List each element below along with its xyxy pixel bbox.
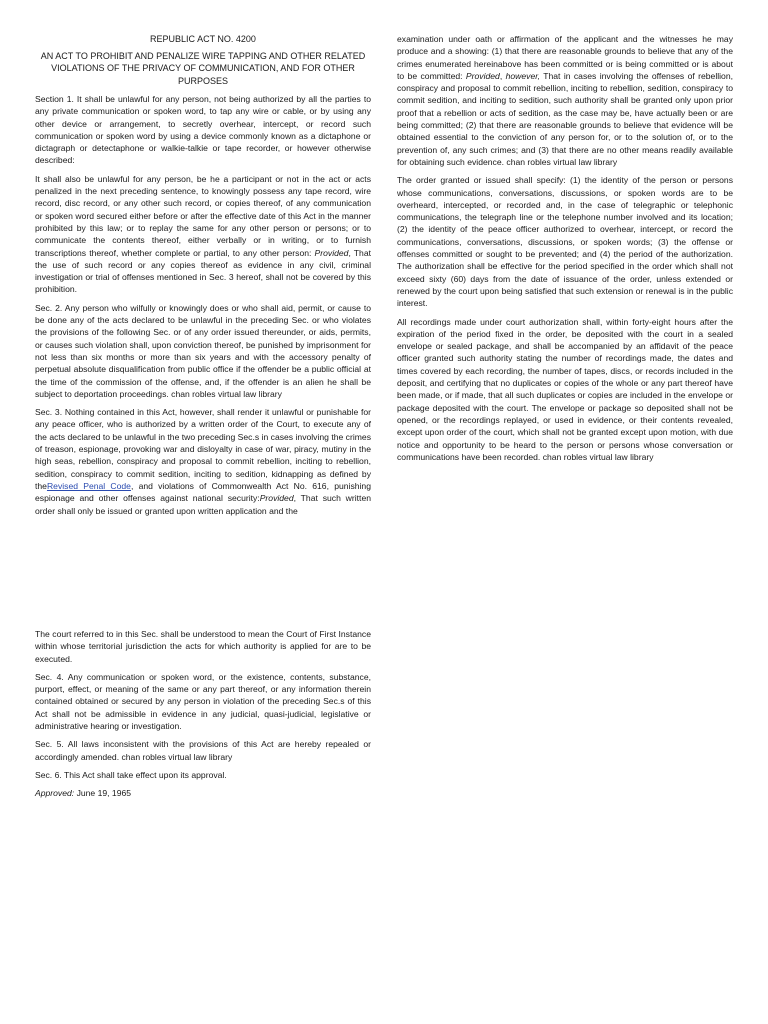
section-3-continued (397, 33, 733, 168)
provided-italic: Provided (465, 70, 500, 81)
text-run: , That such written order shall only be issued or granted upon written application and the (35, 493, 371, 516)
court-definition: The court referred to in this Sec. shall be understood to mean the Court of First Instance within whose territorial jurisdiction the acts for which authority is applied for are to be executed. (35, 629, 371, 664)
provided-italic: Provided (259, 493, 294, 504)
text-run: , (499, 70, 506, 81)
section-3 (35, 406, 371, 517)
provided-italic: Provided (314, 247, 349, 258)
approved-date: June 19, 1965 (74, 788, 132, 799)
section-4: Sec. 4. Any communication or spoken word, or the existence, contents, substance, purport, effect, or meaning of the same or any part thereof, or any information therein contained obtained or secured by any person in violation of the preceding Sec.s of this Act shall not be admissible in evidence in any judicial, quasi-judicial, legislative or administrative hearing or investigation. (35, 671, 371, 732)
text-run: examination under oath or affirmation of the applicant and the witnesses he may produce and a showing: (1) that there are reasonable grounds to believe that any of the crimes enumerated hereinabove has been committed or is being committed or is about to be committed: (397, 34, 733, 81)
recordings-paragraph: All recordings made under court authorization shall, within forty-eight hours after the expiration of the period fixed in the order, be deposited with the court in a sealed envelope or sealed package, and shall be accompanied by an affidavit of the peace officer granted such authority stating the number of recordings made, the dates and times covered by each recording, the number of tapes, discs, or records included in the deposit, and certifying that no duplicates or copies of the whole or any part thereof have been made, or if made, that all such duplicates or copies are included in the envelope or package deposited with the court. The envelope or package so deposited shall not be opened, or the recordings replayed, or used in evidence, or their contents revealed, except upon order of the court, which shall not be granted except upon motion, with due notice and opportunity to be heard to the person or persons whose conversation or communications have been recorded. chan robles virtual law library (397, 316, 733, 462)
section-5: Sec. 5. All laws inconsistent with the provisions of this Act are hereby repealed or accordingly amended. chan robles virtual law library (35, 739, 371, 762)
section-1-paragraph-1: Section 1. It shall be unlawful for any person, not being authorized by all the parties to any private communication or spoken word, to tap any wire or cable, or by using any other device or arrangement, to secretly overhear, intercept, or record such communication or spoken word by using a device commonly known as a dictaphone or dictagraph or detectaphone or walkie-talkie or tape recorder, or however otherwise described: (35, 94, 371, 166)
left-column (35, 33, 371, 523)
section-6: Sec. 6. This Act shall take effect upon its approval. (35, 769, 227, 780)
text-run: , That the use of such record or any copies thereof as evidence in any civil, criminal investigation or trial of offenses mentioned in Sec. 3 hereof, shall not be covered by this prohibition. (35, 247, 371, 295)
text-run: Sec. 3. Nothing contained in this Act, however, shall render it unlawful or punishable for any peace officer, who is authorized by a written order of the Court, to execute any of the acts declared to be unlawful in the two preceding Sec.s in cases involving the crimes of treason, espionage, provoking war and disloyalty in case of war, piracy, mutiny in the high seas, rebellion, conspiracy and proposal to commit rebellion, inciting to rebellion, sedition, conspiracy to commit sedition, inciting to sedition, kidnapping as defined by the (35, 407, 371, 491)
right-column (397, 33, 733, 469)
text-run: , and violations of Commonwealth Act No. 616, punishing espionage and other offenses against national security: (35, 480, 371, 504)
however-italic: however, (505, 70, 541, 81)
act-title: AN ACT TO PROHIBIT AND PENALIZE WIRE TAPPING AND OTHER RELATED VIOLATIONS OF THE PRIVACY OF COMMUNICATION, AND FOR OTHER PURPOSES (40, 50, 366, 86)
act-number: REPUBLIC ACT NO. 4200 (150, 34, 256, 44)
text-run: It shall also be unlawful for any person, be he a participant or not in the act or acts penalized in the next preceding sentence, to knowingly possess any tape record, wire record, disc record, or any other such record, or copies thereof, of any communication or spoken word secured either before or after the effective date of this Act in the manner prohibited by this law; or to replay the same for any other person or persons; or to communicate the contents thereof, either verbally or in writing, or to furnish transcriptions thereof, whether complete or partial, to any other person: (35, 173, 371, 258)
section-1-paragraph-2 (35, 173, 371, 296)
bottom-section (35, 628, 371, 806)
approval-line (35, 787, 371, 799)
order-specification: The order granted or issued shall specify: (1) the identity of the person or persons whose communications, conversations, discussions, or spoken words are to be overheard, intercepted, or recorded and, in the case of telegraphic or telephonic communications, the telegraph line or the telephone number involved and its location; (2) the identity of the peace officer authorized to overhear, intercept, or record the communications, conversations, discussions, or spoken words; (3) the offense or offenses committed or sought to be prevented; and (4) the period of the authorization. The authorization shall be effective for the period specified in the order which shall not exceed sixty (60) days from the date of issuance of the order, unless extended or renewed by the court upon being satisfied that such extension or renewal is in the public interest. (397, 175, 733, 309)
approved-label: Approved: (35, 788, 75, 799)
text-run: That in cases involving the offenses of rebellion, conspiracy and proposal to commit rebellion, inciting to rebellion, sedition, conspiracy to commit sedition, and inciting to sedition, such authority shall be granted only upon prior proof that a rebellion or acts of sedition, as the case may be, have actually been or are being committed; (2) that there are reasonable grounds to believe that evidence will be obtained essential to the conviction of any person for, or to the solution of, or to the prevention of, any such crimes; and (3) that there are no other means readily available for obtaining such evidence. chan robles virtual law library (397, 70, 734, 167)
revised-penal-code-link[interactable]: Revised Penal Code (46, 480, 131, 491)
section-2: Sec. 2. Any person who wilfully or knowingly does or who shall aid, permit, or cause to be done any of the acts declared to be unlawful in the preceding Sec. or who violates the provisions of the following Sec. or of any order issued thereunder, or aids, permits, or causes such violation shall, upon conviction thereof, be punished by imprisonment for not less than six months or more than six years and with the accessory penalty of perpetual absolute disqualification from public office if the offender be a public official at the time of the commission of the offense, and, if the offender is an alien he shall be subject to deportation proceedings. chan robles virtual law library (35, 302, 371, 399)
